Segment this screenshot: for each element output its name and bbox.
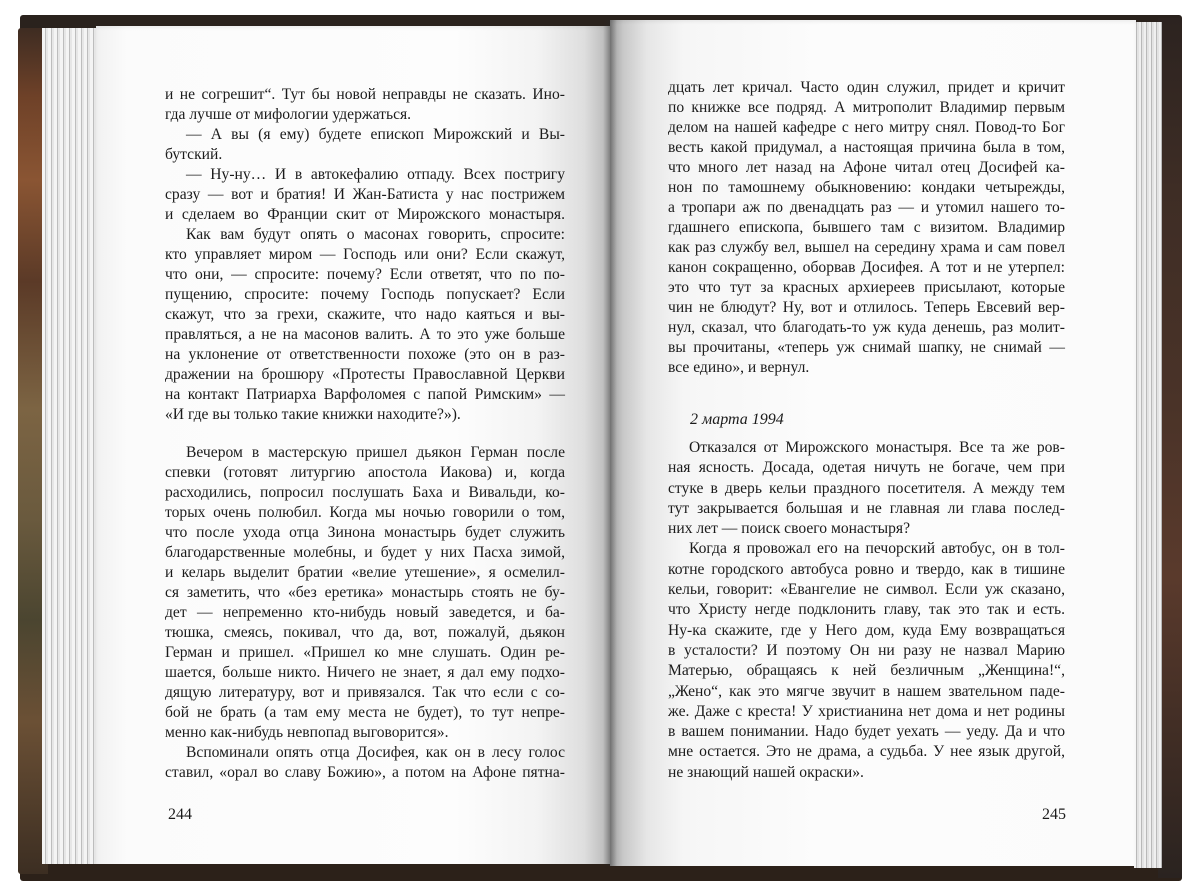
- text-line: гда лучше от мифологии удержаться.: [165, 106, 412, 123]
- text-line: «И где вы только такие книжки находите?»).: [165, 406, 461, 423]
- text-line: стуке в дверь кельи праздного посетителя. А между тем: [668, 479, 1065, 497]
- book-spine-gutter: [603, 20, 617, 866]
- text-line: в вашем понимании. Надо будет уехать — уеду. Да и что: [668, 723, 1065, 741]
- text-line: „Жено“, как это мягче звучит в нашем звательном паде-: [668, 682, 1065, 700]
- diary-date-heading: 2 марта 1994: [690, 411, 784, 428]
- text-line: благодарственные молебны, и будет у них Пасха зимой,: [165, 544, 565, 561]
- text-line: нул, сказал, что благодать-то уж куда денешь, раз молит-: [668, 319, 1065, 336]
- text-line: вы прочитаны, «теперь уж снимай шапку, не снимай —: [668, 339, 1065, 356]
- page-number-left: 244: [168, 806, 192, 823]
- text-line: бутский.: [165, 146, 223, 163]
- text-line: — Ну-ну… И в автокефалию отпаду. Всех постригу: [186, 166, 565, 183]
- text-line: в усталости? И поэтому Он ни разу не назвал Марию: [668, 641, 1065, 659]
- text-line: спевки (готовят литургию апостола Иакова) и, когда: [165, 464, 565, 481]
- text-line: и не согрешит“. Тут бы новой неправды не сказать. Ино-: [165, 86, 565, 103]
- text-line: тюшка, смеясь, покивал, что да, вот, пожалуй, дьякон: [165, 624, 565, 641]
- text-line: что после ухода отца Зинона монастырь будет служить: [165, 524, 565, 541]
- paragraph-gap: [165, 425, 565, 443]
- page-edges-left: [42, 28, 100, 864]
- text-line: Как вам будут опять о масонах говорить, спросите:: [186, 226, 565, 243]
- text-line: расходились, попросил послушать Баха и Вивальди, ко-: [165, 484, 565, 501]
- page-edges-right: [1134, 22, 1162, 868]
- text-line: Отказался от Мирожского монастыря. Все та же ров-: [689, 439, 1065, 456]
- text-line: Ну-ка скажите, где у Него дом, куда Ему возвращаться: [668, 621, 1065, 639]
- text-line: все едино», и вернул.: [668, 359, 810, 376]
- text-line: них лет — поиск своего монастыря?: [668, 520, 910, 538]
- text-line: дящую литературу, вот и привязался. Так что если с со-: [165, 684, 565, 701]
- text-line: сразу — вот и братия! И Жан-Батиста у нас пострижем: [165, 186, 565, 203]
- text-line: что они, — спросите: почему? Если ответят, что по по-: [165, 266, 565, 283]
- text-line: дражении на брошюру «Протесты Православной Церкви: [165, 366, 565, 383]
- text-line: Вечером в мастерскую пришел дьякон Герман после: [186, 444, 565, 461]
- text-line: а тропари аж по двенадцать раз — и утомил нашего то-: [668, 199, 1065, 216]
- right-page-text-top: [668, 78, 1065, 378]
- text-line: кельи, говорит: «Евангелие не символ. Если уж сказано,: [668, 581, 1065, 599]
- page-number-right: 245: [1042, 806, 1066, 823]
- text-line: менно как-нибудь невпопад выговорится».: [165, 724, 449, 741]
- text-line: и келарь выделит братии «велие утешение», я осмелил-: [165, 564, 565, 581]
- text-line: торых очень полюбил. Когда мы ночью говорили о том,: [165, 504, 565, 521]
- text-line: дет — непременно кто-нибудь новый заведется, и ба-: [165, 604, 565, 621]
- text-line: Матерью, обращаясь к ней безличным „Женщина!“,: [668, 662, 1065, 680]
- text-line: мне остается. Это не драма, а судьба. У нее язык другой,: [668, 743, 1065, 761]
- left-page-text: [165, 85, 565, 783]
- text-line: делом на нашей кафедре с него митру снял. Повод-то Бог: [668, 119, 1065, 136]
- text-line: Герман и пришел. «Пришел ко мне слушать. Один ре-: [165, 644, 565, 661]
- text-line: как раз службу вел, вышел на середину храма и сам повел: [668, 239, 1065, 256]
- text-line: Вспоминали опять отца Досифея, как он в лесу голос: [186, 744, 565, 761]
- text-line: на уклонение от ответственности похоже (это он в раз-: [165, 346, 565, 363]
- text-line: кто управляет миром — Господь или они? Если скажут,: [165, 246, 565, 263]
- text-line: же. Даже с креста! У христианина нет дома и нет родины: [668, 702, 1065, 720]
- text-line: что Христу негде подклонить главу, так это так и есть.: [668, 601, 1065, 619]
- text-line: канон сокращенно, оборвав Досифея. А тот и не утерпел:: [668, 259, 1065, 276]
- text-line: по книжке все подряд. А митрополит Владимир первым: [668, 99, 1065, 116]
- text-line: чин не блюдут? Ну, вот и отлилось. Теперь Евсевий вер-: [668, 299, 1065, 316]
- text-line: на контакт Патриарха Варфоломея с папой Римским» —: [165, 386, 565, 403]
- text-line: шается, больше никто. Ничего не знает, я дал ему подхо-: [165, 664, 565, 681]
- text-line: — А вы (я ему) будете епископ Мирожский и Вы-: [186, 126, 565, 143]
- text-line: нон по тамошнему обыкновению: кондаки четырежды,: [668, 179, 1065, 196]
- text-line: скажут, что за грехи, скажите, что надо каяться и вы-: [165, 306, 565, 323]
- text-line: Когда я провожал его на печорский автобус, он в тол-: [689, 540, 1065, 558]
- text-line: ная ясность. Досада, одетая ничуть не богаче, чем при: [668, 459, 1065, 477]
- right-page-text-bottom: [668, 438, 1065, 783]
- text-line: пущению, спросите: почему Господь попускает? Если: [165, 286, 565, 303]
- text-line: котне городского автобуса ровно и твердо, как в тишине: [668, 560, 1065, 578]
- text-line: весть какой придумал, а настоящая причина была в том,: [668, 139, 1065, 156]
- text-line: тут закрывается большая и не главная ли глава послед-: [668, 499, 1065, 517]
- text-line: и сделаем во Франции скит от Мирожского монастыря.: [165, 206, 565, 223]
- text-line: правляться, а не на масонов валить. А то это уже больше: [165, 326, 565, 343]
- text-line: дцать лет кричал. Часто один служил, придет и кричит: [668, 79, 1065, 96]
- text-line: ся заметить, что «без еретика» монастырь стоять не бу-: [165, 584, 565, 601]
- text-line: ставил, «орал во славу Божию», а потом на Афоне пятна-: [165, 764, 565, 781]
- text-line: что много лет назад на Афоне читал отец Досифей ка-: [668, 159, 1065, 176]
- text-line: гдашнего епископа, бывшего там с визитом. Владимир: [668, 219, 1065, 236]
- text-line: бой не брать (а там ему места не будет), то тут непре-: [165, 704, 565, 721]
- text-line: это что тут за красных архиереев присылают, которые: [668, 279, 1065, 296]
- text-line: не знающий нашей окраски».: [668, 763, 864, 781]
